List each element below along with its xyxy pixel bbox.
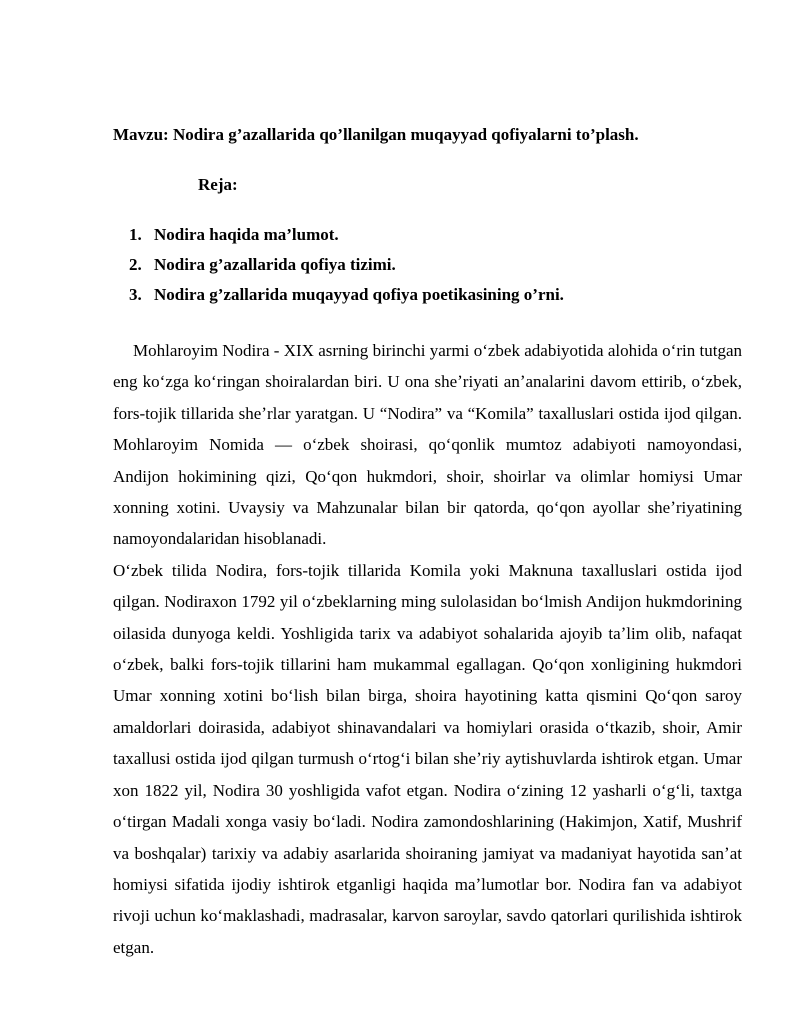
plan-item-number: 3. [129,285,142,304]
paragraph: Oʻzbek tilida Nodira, fors-tojik tillarida Komila yoki Maknuna taxalluslari ostida ijod qilgan. Nodiraxon 1792 yil oʻzbeklarning ming sulolasidan boʻlmish Andijon hukmdorining oilasida dunyoga keldi. Yoshligida tarix va adabiyot sohalarida ajoyib taʼlim olib, nafaqat oʻzbek, balki fors-tojik tillarini ham mukammal egallagan. Qoʻqon xonligining hukmdori Umar xonning xotini boʻlish bilan birga, shoira hayotining katta qismini Qoʻqon saroy amaldorlari doirasida, adabiyot shinavandalari va homiylari orasida oʻtkazib, shoir, Amir taxallusi ostida ijod qilgan turmush oʻrtogʻi bilan sheʼriy aytishuvlarda ishtirok etgan. Umar xon 1822 yil, Nodira 30 yoshligida vafot etgan. Nodira oʻzining 12 yasharli oʻgʻli, taxtga oʻtirgan Madali xonga vasiy boʻladi. Nodira zamondoshlarining (Hakimjon, Xatif, Mushrif va boshqalar) tarixiy va adabiy asarlarida shoiraning jamiyat va madaniyat hayotida sanʼat homiysi sifatida ijodiy ishtirok etganligi haqida maʼlumotlar bor. Nodira fan va adabiyot rivoji uchun koʻmaklashadi, madrasalar, karvon saroylar, savdo qatorlari qurilishida ishtirok etgan. [113,560,742,957]
plan-item-number: 1. [129,225,142,244]
plan-list [129,224,564,314]
plan-heading: Reja: [198,175,238,194]
plan-item [129,254,564,284]
plan-item-text: Nodira g’azallarida qofiya tizimi. [154,255,396,274]
plan-item-text: Nodira g’zallarida muqayyad qofiya poetikasining o’rni. [154,285,564,304]
plan-item-text: Nodira haqida ma’lumot. [154,225,339,244]
document-title: Mavzu: Nodira g’azallarida qo’llanilgan muqayyad qofiyalarni to’plash. [113,125,639,144]
plan-item [129,224,564,254]
body-text [113,335,742,963]
paragraph: Mohlaroyim Nodira - XIX asrning birinchi yarmi oʻzbek adabiyotida alohida oʻrin tutgan eng koʻzga koʻringan shoiralardan biri. U ona sheʼriyati anʼanalarini davom ettirib, oʻzbek, fors-tojik tillarida sheʼrlar yaratgan. U “Nodira” va “Komila” taxalluslari ostida ijod qilgan. Mohlaroyim Nomida — oʻzbek shoirasi, qoʻqonlik mumtoz adabiyoti namoyondasi, Andijon hokimining qizi, Qoʻqon hukmdori, shoir, shoirlar va olimlar homiysi Umar xonning xotini. Uvaysiy va Mahzunalar bilan bir qatorda, qoʻqon ayollar sheʼriyatining namoyondalaridan hisoblanadi. [113,341,742,549]
plan-item-number: 2. [129,255,142,274]
plan-item [129,284,564,314]
